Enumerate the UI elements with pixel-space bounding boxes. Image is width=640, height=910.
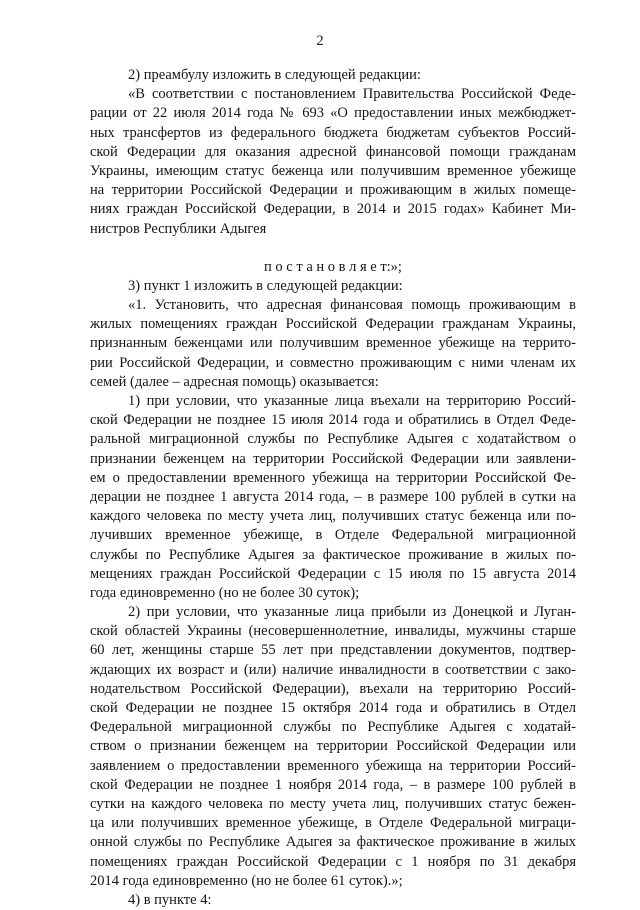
text-line: помещениях граждан Российской Федерации с 1 ноября по 31 декабря — [90, 853, 576, 870]
text-line: ской областей Украины (несовершеннолетние, инвалиды, мужчины старше — [90, 623, 576, 640]
text-line: рии Российской Федерации, и совместно проживающим с ними членам их — [90, 354, 576, 371]
text-line: 2) преамбулу изложить в следующей редакции: — [128, 67, 421, 83]
text-line: ных трансфертов из федерального бюджета бюджетам субъектов Россий- — [90, 124, 576, 141]
text-line: Украины, имеющим статус беженца или получившим временное убежище — [90, 162, 576, 179]
text-line: онной службы по Республике Адыгея за фактическое проживание в жилых — [90, 834, 576, 851]
text-line: ца или получивших временное убежище, в Отделе Федеральной миграци- — [90, 815, 576, 832]
text-line: ральной миграционной службы по Республике Адыгея с ходатайством о — [90, 431, 576, 448]
text-line: 3) пункт 1 изложить в следующей редакции: — [128, 277, 403, 294]
text-line: признании беженцем на территории Российской Федерации или заявлени- — [90, 450, 576, 467]
page-number: 2 — [316, 33, 324, 49]
text-line: нистров Республики Адыгея — [90, 220, 267, 237]
blank-line — [90, 239, 576, 258]
text-line: мещениях граждан Российской Федерации с 15 июля по 15 августа 2014 — [90, 565, 576, 582]
text-line: 4) в пункте 4: — [128, 891, 212, 908]
text-line: 1) при условии, что указанные лица въехали на территорию Россий- — [128, 393, 576, 409]
text-line: лучивших временное убежище, в Отделе Федеральной миграционной — [90, 527, 576, 544]
text-line: ской Федерации для оказания адресной финансовой помощи гражданам — [90, 143, 576, 160]
text-line: ством о признании беженцем на территории Российской Федерации или — [90, 738, 576, 755]
text-line: 2014 года единовременно (но не более 61 суток).»; — [90, 872, 403, 889]
text-line: «1. Установить, что адресная финансовая помощь проживающим в — [128, 297, 576, 314]
text-line: года единовременно (но не более 30 суток); — [90, 584, 360, 601]
text-line: сутки на каждого человека по месту учета лиц, получивших статус бежен- — [90, 795, 576, 812]
text-line: ской Федерации не позднее 15 июля 2014 года и обратились в Отдел Феде- — [90, 412, 576, 429]
text-line: ской Федерации не позднее 15 октября 2014 года и обратились в Отдел — [90, 700, 576, 716]
text-line: ждающих их возраст и (или) наличие инвалидности в соответствии с зако- — [90, 661, 576, 678]
text-line: 60 лет, женщины старше 55 лет при представлении документов, подтвер- — [90, 642, 576, 659]
text-line: семей (далее – адресная помощь) оказывается: — [90, 373, 379, 390]
text-line: ниях граждан Российской Федерации, в 2014 и 2015 годах» Кабинет Ми- — [90, 201, 576, 218]
text-line: Федеральной миграционной службы по Республике Адыгея с ходатай- — [90, 719, 576, 736]
text-line: признанным беженцами или получившим временное убежище на террито- — [90, 335, 576, 352]
text-line: жилых помещениях граждан Российской Федерации гражданам Украины, — [90, 316, 576, 333]
text-line: дерации не позднее 1 августа 2014 года, – в размере 100 рублей в сутки на — [90, 488, 576, 505]
text-line: п о с т а н о в л я е т:»; — [264, 258, 402, 275]
text-line: ской Федерации не позднее 1 ноября 2014 года, – в размере 100 рублей в — [90, 776, 576, 793]
text-line: 2) при условии, что указанные лица прибыли из Донецкой и Луган- — [128, 604, 576, 621]
text-line: «В соответствии с постановлением Правительства Российской Феде- — [128, 86, 576, 103]
text-line: заявлением о предоставлении временного убежища на территории Россий- — [90, 757, 576, 774]
document-body — [90, 66, 576, 910]
text-line: на территории Российской Федерации и проживающим в жилых помеще- — [90, 182, 576, 199]
text-line: ем о предоставлении временного убежища на территории Российской Фе- — [90, 469, 576, 486]
text-line: рации от 22 июля 2014 года № 693 «О предоставлении иных межбюджет- — [90, 105, 576, 122]
text-line: каждого человека по месту учета лиц, получивших статус беженца или по- — [90, 508, 576, 525]
text-line: нодательством Российской Федерации), въехали на территорию Россий- — [90, 680, 576, 697]
text-line: службы по Республике Адыгея за фактическое проживание в жилых по- — [90, 546, 576, 563]
